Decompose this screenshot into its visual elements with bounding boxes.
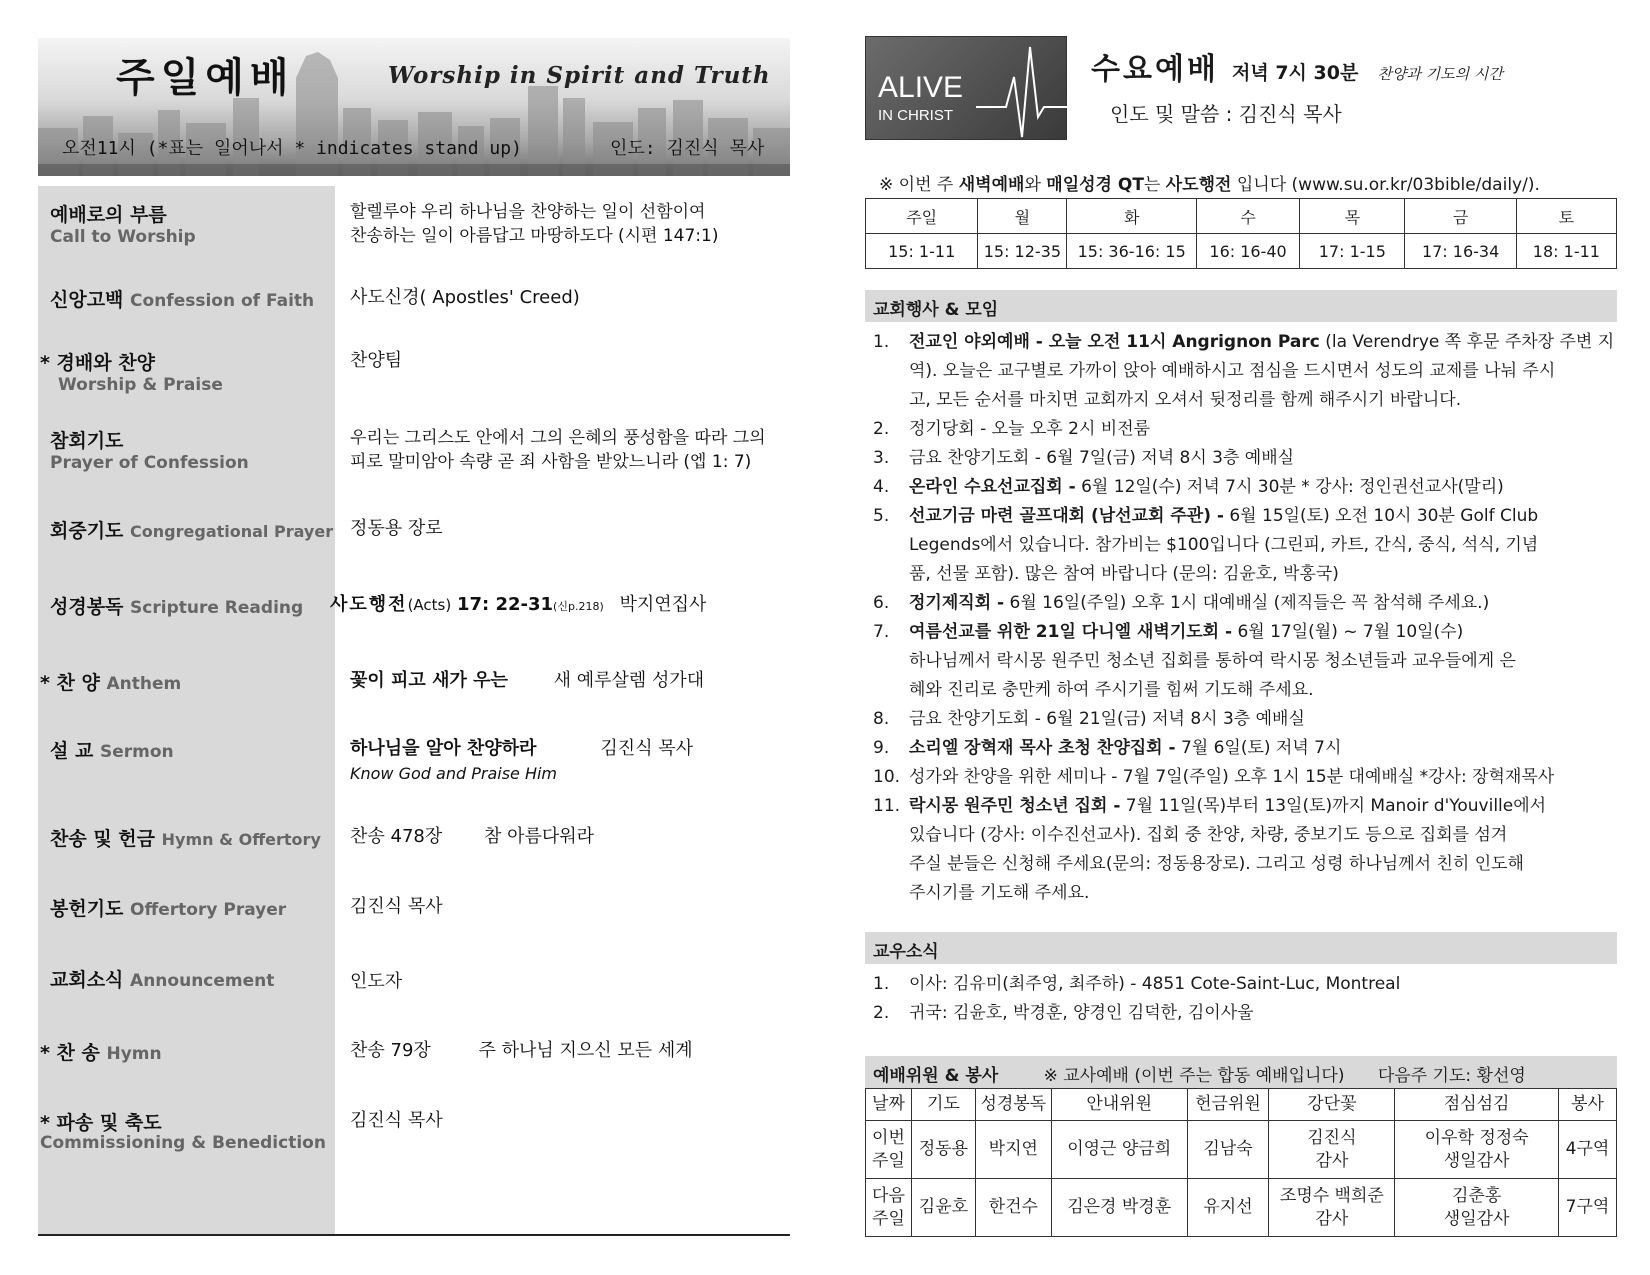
event-line: 주실 분들은 신청해 주세요(문의: 정동용장로). 그리고 성령 하나님께서 친히 인도해	[909, 854, 1524, 874]
service-cell: 김윤호	[911, 1179, 975, 1237]
order-content	[350, 426, 790, 474]
order-content	[350, 736, 790, 786]
event-line	[909, 502, 1617, 531]
event-line	[909, 328, 1617, 357]
service-date	[866, 1121, 912, 1179]
qt-day: 토	[1516, 199, 1616, 234]
event-item	[865, 734, 1617, 763]
event-item	[865, 328, 1617, 415]
news-item	[865, 999, 1617, 1028]
event-rest: 7월 6일(토) 저녁 7시	[1175, 738, 1342, 758]
service-cell: 이영근 양금희	[1051, 1121, 1187, 1179]
order-label-ko: 교회소식	[50, 969, 124, 991]
service-cell: 유지선	[1187, 1179, 1269, 1237]
event-item	[865, 589, 1617, 618]
event-number: 2.	[873, 419, 890, 439]
event-number: 6.	[873, 593, 890, 613]
alive-in-christ-logo	[865, 36, 1067, 140]
event-number: 8.	[873, 709, 890, 729]
news-header: 교우소식	[865, 932, 1617, 964]
scripture-page: (신p.218)	[553, 600, 604, 613]
qt-day: 수	[1196, 199, 1299, 234]
service-row-this-week	[866, 1121, 1617, 1179]
order-label-ko: * 파송 및 축도	[40, 1112, 162, 1134]
order-content-line: 우리는 그리스도 안에서 그의 은혜의 풍성함을 따라 그의	[350, 428, 766, 448]
order-label	[40, 1038, 162, 1065]
order-label	[50, 285, 314, 312]
order-label-ko: 회중기도	[50, 520, 124, 542]
order-label-ko: * 찬 송	[40, 1042, 100, 1064]
qt-day: 주일	[866, 199, 978, 234]
event-rest: (la Verendrye 쪽 후문 주차장 주변 지	[1319, 332, 1615, 352]
event-lead: 여름선교를 위한 21일 다니엘 새벽기도회 -	[909, 622, 1233, 642]
order-label-ko: 봉헌기도	[50, 898, 124, 920]
event-line	[909, 589, 1617, 618]
order-label-en: Congregational Prayer	[130, 522, 334, 541]
service-col: 봉사	[1559, 1089, 1617, 1121]
anthem-choir: 새 예루살렘 성가대	[553, 670, 705, 691]
service-cell: 4구역	[1559, 1121, 1617, 1179]
service-cell: 한건수	[975, 1179, 1051, 1237]
event-item	[865, 763, 1617, 792]
order-label-ko: 성경봉독	[50, 596, 124, 618]
qt-day: 금	[1405, 199, 1516, 234]
event-line: 하나님께서 락시몽 원주민 청소년 집회를 통하여 락시몽 청소년들과 교우들에게 은	[909, 651, 1516, 671]
qt-note-text: ※ 이번 주	[879, 175, 959, 195]
order-label-en: Sermon	[99, 742, 174, 762]
service-flower	[1269, 1121, 1395, 1179]
event-rest: 7월 11일(목)부터 13일(토)까지 Manoir d'Youville에서	[1120, 796, 1547, 816]
event-number: 5.	[873, 506, 890, 526]
event-item	[865, 444, 1617, 473]
order-content: 인도자	[350, 971, 403, 992]
qt-passage: 16: 16-40	[1196, 234, 1299, 269]
event-lead: 소리엘 장혁재 목사 초청 찬양집회 -	[909, 738, 1176, 758]
wednesday-title	[1091, 44, 1503, 88]
service-lunch	[1395, 1179, 1559, 1237]
order-content: 사도신경( Apostles' Creed)	[350, 287, 580, 308]
order-label	[50, 894, 286, 921]
service-lunch-line: 이우학 정정숙	[1424, 1127, 1529, 1148]
qt-passages-row	[866, 234, 1617, 269]
service-header-row	[866, 1089, 1617, 1121]
event-lead: 정기제직회 -	[909, 593, 1005, 613]
order-content	[350, 824, 790, 849]
events-header: 교회행사 & 모임	[865, 290, 1617, 322]
logo-line2: IN CHRIST	[878, 107, 953, 124]
service-col: 기도	[911, 1089, 975, 1121]
event-line: 금요 찬양기도회 - 6월 21일(금) 저녁 8시 3층 예배실	[909, 709, 1305, 729]
order-label-en: Announcement	[130, 971, 275, 991]
order-content	[330, 592, 790, 619]
order-label-ko: * 경배와 찬양	[40, 352, 155, 374]
event-number: 1.	[873, 332, 890, 352]
service-flower-line: 감사	[1315, 1150, 1349, 1171]
event-line: 고, 모든 순서를 마치면 교회까지 오셔서 뒷정리를 함께 해주시기 바랍니다.	[909, 390, 1462, 410]
order-content-line: 찬송하는 일이 아름답고 마땅하도다 (시편 147:1)	[350, 226, 719, 246]
order-content	[350, 668, 790, 693]
hymn-number: 찬송 478장	[350, 826, 443, 847]
qt-day: 목	[1300, 199, 1405, 234]
order-label-en: Commissioning & Benediction	[40, 1133, 326, 1153]
event-line: 정기당회 - 오늘 오후 2시 비전룸	[909, 419, 1151, 439]
service-flower-line: 김진식	[1307, 1127, 1357, 1148]
events-list	[865, 328, 1617, 908]
order-content	[350, 200, 790, 248]
news-text: 귀국: 김윤호, 박경훈, 양경인 김덕한, 김이사울	[909, 1003, 1254, 1023]
order-label	[50, 965, 274, 992]
sunday-banner	[38, 38, 790, 176]
service-flower	[1269, 1179, 1395, 1237]
next-prayer: 다음주 기도: 황선영	[1377, 1066, 1526, 1086]
news-item	[865, 970, 1617, 999]
event-line: 품, 선물 포함). 많은 참여 바랍니다 (문의: 김윤호, 박홍국)	[909, 564, 1339, 584]
event-line: 역). 오늘은 교구별로 가까이 앉아 예배하시고 점심을 드시면서 성도의 교제를 나눠 주시	[909, 361, 1556, 381]
qt-day: 화	[1067, 199, 1197, 234]
order-label-en: Offertory Prayer	[130, 900, 287, 920]
order-label-en: Hymn	[106, 1044, 162, 1064]
sunday-worship-page	[38, 38, 790, 1238]
event-rest: 6월 12일(수) 저녁 7시 30분 * 강사: 정인권선교사(말리)	[1075, 477, 1504, 497]
event-rest: 6월 15일(토) 오전 10시 30분 Golf Club	[1223, 506, 1539, 526]
qt-note-text: 는	[1143, 175, 1166, 195]
qt-passage: 17: 1-15	[1300, 234, 1405, 269]
event-number: 10.	[873, 767, 901, 787]
order-label-ko: 찬송 및 헌금	[50, 828, 155, 850]
event-lead: 온라인 수요선교집회 -	[909, 477, 1076, 497]
event-line: 금요 찬양기도회 - 6월 7일(금) 저녁 8시 3층 예배실	[909, 448, 1295, 468]
qt-days-row	[866, 199, 1617, 234]
sunday-time-note: 오전11시 (*표는 일어나서 * indicates stand up)	[62, 138, 522, 159]
event-number: 3.	[873, 448, 890, 468]
sunday-subtitle: Worship in Spirit and Truth	[388, 62, 771, 89]
sermon-preacher: 김진식 목사	[600, 738, 694, 759]
order-label-en: Prayer of Confession	[50, 453, 249, 473]
qt-passage: 17: 16-34	[1405, 234, 1516, 269]
event-line	[909, 618, 1617, 647]
order-content-line: 할렐루야 우리 하나님을 찬양하는 일이 선함이여	[350, 202, 706, 222]
event-lead: 락시몽 원주민 청소년 집회 -	[909, 796, 1121, 816]
order-label-en: Scripture Reading	[130, 598, 304, 618]
service-cell: 정동용	[911, 1121, 975, 1179]
qt-note	[879, 170, 1540, 195]
wednesday-time: 저녁 7시 30분	[1232, 62, 1359, 84]
event-number: 9.	[873, 738, 890, 758]
order-label-ko: 참회기도	[50, 430, 124, 452]
event-item	[865, 792, 1617, 908]
wednesday-tagline: 찬양과 기도의 시간	[1377, 65, 1503, 83]
order-label-en: Hymn & Offertory	[161, 830, 321, 849]
order-label	[50, 736, 174, 763]
order-content	[350, 1038, 790, 1063]
scripture-book: 사도행전	[330, 594, 408, 615]
order-label-ko: * 찬 양	[40, 672, 100, 694]
wednesday-title-text: 수요예배	[1091, 52, 1219, 87]
order-content: 찬양팀	[350, 350, 403, 371]
event-item	[865, 618, 1617, 705]
service-flower-line: 조명수 백희준	[1279, 1185, 1384, 1206]
scripture-reader: 박지연집사	[619, 594, 707, 615]
order-content-line: 피로 말미암아 속량 곧 죄 사함을 받았느니라 (엡 1: 7)	[350, 452, 752, 472]
event-item	[865, 415, 1617, 444]
order-label-en: Confession of Faith	[130, 291, 315, 311]
service-cell: 7구역	[1559, 1179, 1617, 1237]
qt-passage: 15: 36-16: 15	[1067, 234, 1197, 269]
service-lunch-line: 생일감사	[1443, 1208, 1510, 1229]
qt-note-bold: 매일성경 QT	[1046, 175, 1144, 195]
news-text: 이사: 김유미(최주영, 최주하) - 4851 Cote-Saint-Luc, Montreal	[909, 974, 1401, 994]
service-header	[865, 1056, 1617, 1088]
order-content: 김진식 목사	[350, 1110, 443, 1131]
wednesday-leader: 인도 및 말씀 : 김진식 목사	[1110, 102, 1342, 126]
event-item	[865, 705, 1617, 734]
service-lunch	[1395, 1121, 1559, 1179]
event-rest: 6월 17일(월) ~ 7월 10일(수)	[1232, 622, 1464, 642]
order-label-ko: 신앙고백	[50, 289, 124, 311]
qt-note-text: 와	[1024, 175, 1047, 195]
order-label	[50, 824, 321, 851]
service-col: 날짜	[866, 1089, 912, 1121]
order-content: 정동용 장로	[350, 518, 443, 539]
order-label	[40, 668, 181, 695]
order-label	[50, 516, 333, 543]
order-label-column	[38, 186, 335, 1234]
event-number: 11.	[873, 796, 901, 816]
news-number: 2.	[873, 1003, 890, 1023]
service-date-line: 주일	[872, 1150, 905, 1171]
service-col: 점심섬김	[1395, 1089, 1559, 1121]
scripture-verse: 17: 22-31	[456, 594, 554, 615]
sermon-title-en: Know God and Praise Him	[350, 764, 558, 783]
sunday-leader: 인도: 김진식 목사	[610, 138, 765, 159]
service-table	[865, 1088, 1617, 1237]
service-cell: 박지연	[975, 1121, 1051, 1179]
event-line	[909, 734, 1617, 763]
news-list	[865, 970, 1617, 1028]
qt-note-bold: 새벽예배	[958, 175, 1025, 195]
qt-passage: 15: 12-35	[978, 234, 1067, 269]
event-item	[865, 502, 1617, 589]
qt-passage: 15: 1-11	[866, 234, 978, 269]
order-label-en: Worship & Praise	[58, 375, 223, 395]
scripture-book-en: (Acts)	[407, 596, 452, 614]
service-col: 헌금위원	[1187, 1089, 1269, 1121]
service-cell: 김은경 박경훈	[1051, 1179, 1187, 1237]
order-label	[50, 592, 303, 619]
order-label-ko: 설 교	[50, 740, 94, 762]
order-label-en: Anthem	[106, 674, 182, 694]
service-flower-line: 감사	[1315, 1208, 1349, 1229]
bottom-rule	[38, 1234, 790, 1236]
event-lead: 전교인 야외예배 - 오늘 오전 11시 Angrignon Parc	[909, 332, 1320, 352]
event-number: 4.	[873, 477, 890, 497]
service-date-line: 다음	[872, 1185, 905, 1206]
service-lunch-line: 생일감사	[1443, 1150, 1510, 1171]
hymn-number: 찬송 79장	[350, 1040, 431, 1061]
event-item	[865, 473, 1617, 502]
anthem-title: 꽃이 피고 새가 우는	[350, 670, 508, 691]
event-line: 주시기를 기도해 주세요.	[909, 883, 1090, 903]
event-line	[909, 792, 1617, 821]
service-cell: 김남숙	[1187, 1121, 1269, 1179]
qt-passage: 18: 1-11	[1516, 234, 1616, 269]
order-of-worship	[38, 186, 790, 1236]
qt-note-text: 입니다 (www.su.or.kr/03bible/daily/).	[1231, 175, 1540, 195]
sermon-title: 하나님을 알아 찬양하라	[350, 738, 537, 759]
service-date-line: 주일	[872, 1208, 905, 1229]
service-col: 안내위원	[1051, 1089, 1187, 1121]
event-lead: 선교기금 마련 골프대회 (남선교회 주관) -	[909, 506, 1224, 526]
service-note: ※ 교사예배 (이번 주는 합동 예배입니다)	[1043, 1066, 1345, 1086]
service-col: 강단꽃	[1269, 1089, 1395, 1121]
service-row-next-week	[866, 1179, 1617, 1237]
event-line: 혜와 진리로 충만케 하여 주시기를 힘써 기도해 주세요.	[909, 680, 1314, 700]
qt-note-bold: 사도행전	[1165, 175, 1232, 195]
qt-day: 월	[978, 199, 1067, 234]
order-label-en: Call to Worship	[50, 227, 196, 247]
order-label-ko: 예배로의 부름	[50, 204, 167, 226]
event-line	[909, 473, 1617, 502]
hymn-title: 참 아름다워라	[483, 826, 595, 847]
service-col: 성경봉독	[975, 1089, 1051, 1121]
sunday-title: 주일예배	[116, 55, 295, 101]
event-rest: 6월 16일(주일) 오후 1시 대예배실 (제직들은 꼭 참석해 주세요.)	[1004, 593, 1490, 613]
service-lunch-line: 김춘홍	[1452, 1185, 1502, 1206]
event-line: 성가와 찬양을 위한 세미나 - 7월 7일(주일) 오후 1시 15분 대예배실 *강사: 장혁재목사	[909, 767, 1555, 787]
news-number: 1.	[873, 974, 890, 994]
event-line: 있습니다 (강사: 이수진선교사). 집회 중 찬양, 차량, 중보기도 등으로 집회를 섬겨	[909, 825, 1508, 845]
hymn-title: 주 하나님 지으신 모든 세계	[478, 1040, 693, 1061]
order-content: 김진식 목사	[350, 896, 443, 917]
service-title: 예배위원 & 봉사	[873, 1066, 999, 1086]
service-date-line: 이번	[872, 1127, 905, 1148]
service-date	[866, 1179, 912, 1237]
logo-line1: ALIVE	[878, 71, 964, 104]
event-line: Legends에서 있습니다. 참가비는 $100입니다 (그린피, 카트, 간식, 중식, 석식, 기념	[909, 535, 1539, 555]
qt-schedule-table	[865, 198, 1617, 269]
event-number: 7.	[873, 622, 890, 642]
